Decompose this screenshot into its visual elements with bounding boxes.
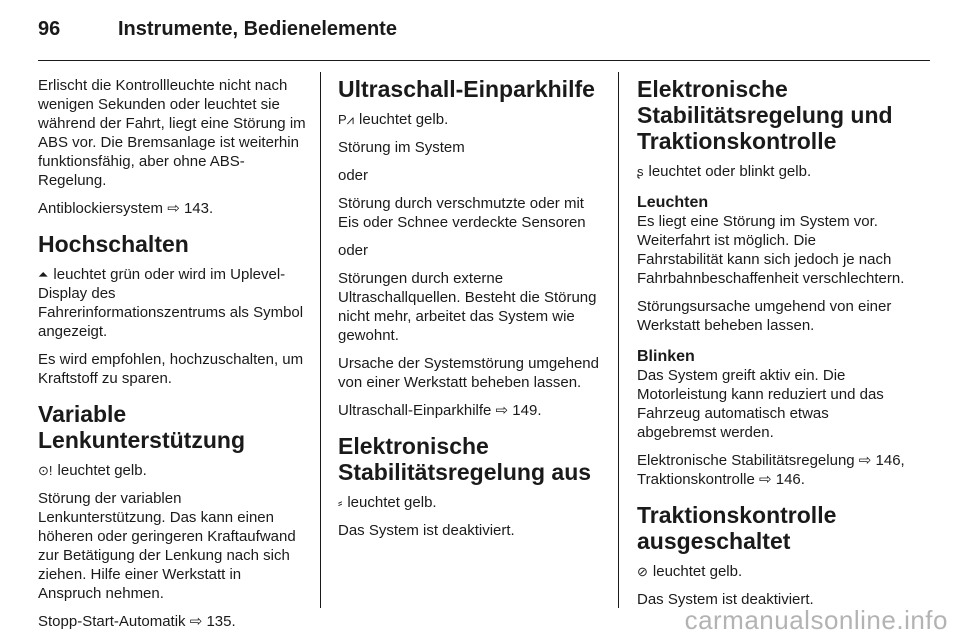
lenk-reference: Stopp-Start-Automatik ⇨ 135. xyxy=(38,613,236,630)
abs-paragraph: Erlischt die Kontrollleuchte nicht nach wenigen Sekunden oder leuchtet sie während der Fahrt, liegt eine Störung im ABS vor. Die Bremsanlage ist weiterhin funktionsfähig, aber ohne ABS-Regelung. xyxy=(38,77,306,189)
esp-indicator-line: ʂ leuchtet oder blinkt gelb. xyxy=(637,163,812,180)
hochschalten-advice: Es wird empfohlen, hochzuschalten, um Kraftstoff zu sparen. xyxy=(38,351,304,387)
section-heading-ultraschall: Ultraschall-Einparkhilfe xyxy=(338,76,595,102)
column-middle xyxy=(338,76,606,549)
ultraschall-indicator-line: P⩘ leuchtet gelb. xyxy=(338,111,449,128)
leuchten-paragraph: Störungsursache umgehend von einer Werkstatt beheben lassen. xyxy=(637,298,892,334)
esp-aus-indicator-line: ⸗ leuchtet gelb. xyxy=(338,494,437,511)
page-header xyxy=(38,18,397,41)
header-rule xyxy=(38,60,930,61)
tc-off-icon: ⊘ xyxy=(637,564,648,579)
blinken-paragraph: Das System greift aktiv ein. Die Motorleistung kann reduziert und das Fahrzeug automatisch etwas abgebremst werden. xyxy=(637,367,884,441)
subheading-leuchten: Leuchten xyxy=(637,194,709,211)
upshift-icon: ⏶ xyxy=(38,267,49,282)
steering-warning-icon: ⊙! xyxy=(38,463,53,478)
parking-assist-icon: P⩘ xyxy=(338,112,355,127)
ultraschall-text: Störungen durch externe Ultraschallquellen. Besteht die Störung nicht mehr, arbeitet das System wie gewohnt. xyxy=(338,270,597,344)
column-divider xyxy=(320,72,321,608)
subheading-blinken: Blinken xyxy=(637,348,695,365)
column-left xyxy=(38,76,306,640)
esp-off-icon: ⸗ xyxy=(338,495,343,510)
section-heading-lenkunterstuetzung: Variable Lenkunterstützung xyxy=(38,401,245,453)
lenk-paragraph: Störung der variablen Lenkunterstützung. Das kann einen höheren oder geringeren Kraftaufwand zur Betätigung der Lenkung nach sich ziehen. Hilfe einer Werkstatt in Anspruch nehmen. xyxy=(38,490,296,602)
column-divider xyxy=(618,72,619,608)
blinken-reference: Elektronische Stabilitätsregelung ⇨ 146, Traktionskontrolle ⇨ 146. xyxy=(637,452,905,488)
section-heading-esp-tc: Elektronische Stabilitätsregelung und Traktionskontrolle xyxy=(637,76,893,154)
page-number: 96 xyxy=(38,18,61,40)
ultraschall-reference: Ultraschall-Einparkhilfe ⇨ 149. xyxy=(338,402,542,419)
ultraschall-text: oder xyxy=(338,167,369,184)
leuchten-paragraph: Es liegt eine Störung im System vor. Weiterfahrt ist möglich. Die Fahrstabilität kann sich jedoch je nach Fahrbahnbeschaffenheit verschlechtern. xyxy=(637,213,905,287)
watermark: carmanualsonline.info xyxy=(684,605,948,635)
section-heading-esp-aus: Elektronische Stabilitätsregelung aus xyxy=(338,433,592,485)
tc-off-text: Das System ist deaktiviert. xyxy=(637,591,814,608)
tc-off-indicator-line: ⊘ leuchtet gelb. xyxy=(637,563,743,580)
lenk-indicator-line: ⊙! leuchtet gelb. xyxy=(38,462,147,479)
ultraschall-text: oder xyxy=(338,242,369,259)
ultraschall-text: Störung durch verschmutzte oder mit Eis oder Schnee verdeckte Sensoren xyxy=(338,195,586,231)
column-right xyxy=(637,76,905,618)
esp-icon: ʂ xyxy=(637,164,644,179)
ultraschall-text: Störung im System xyxy=(338,139,465,156)
hochschalten-paragraph: ⏶ leuchtet grün oder wird im Uplevel-Display des Fahrerinformationszentrums als Symbol angezeigt. xyxy=(38,266,304,340)
page-title: Instrumente, Bedienelemente xyxy=(118,18,397,40)
ultraschall-text: Ursache der Systemstörung umgehend von einer Werkstatt beheben lassen. xyxy=(338,355,599,391)
abs-reference: Antiblockiersystem ⇨ 143. xyxy=(38,200,214,217)
section-heading-tc-off: Traktionskontrolle ausgeschaltet xyxy=(637,502,837,554)
esp-aus-text: Das System ist deaktiviert. xyxy=(338,522,515,539)
section-heading-hochschalten: Hochschalten xyxy=(38,231,189,257)
